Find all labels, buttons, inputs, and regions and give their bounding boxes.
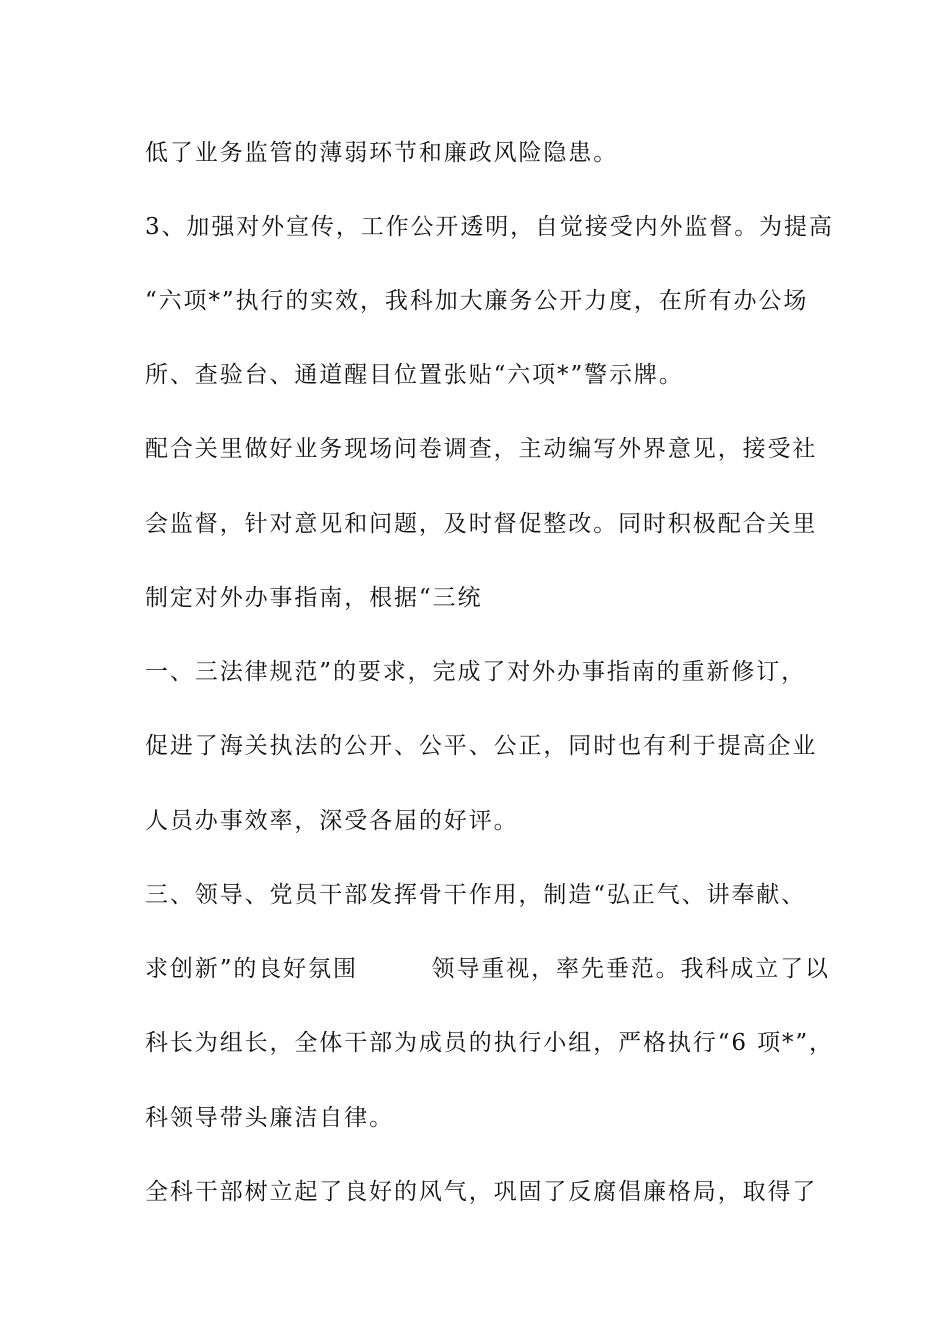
text-line: 3、加强对外宣传，工作公开透明，自觉接受内外监督。为提高 — [145, 214, 834, 240]
text-line: “六项*”执行的实效，我科加大廉务公开力度，在所有办公场 — [145, 288, 809, 314]
text-line: 会监督，针对意见和问题，及时督促整改。同时积极配合关里 — [145, 511, 818, 537]
text-line: 全科干部树立起了良好的风气，巩固了反腐倡廉格局，取得了 — [145, 1179, 818, 1205]
text-line: 科领导带头廉洁自律。 — [145, 1105, 394, 1131]
text-line: 科长为组长，全体干部为成员的执行小组，严格执行“6 项*”， — [145, 1030, 834, 1056]
text-line: 促进了海关执法的公开、公平、公正，同时也有利于提高企业 — [145, 733, 818, 759]
text-line: 求创新”的良好氛围 领导重视，率先垂范。我科成立了以 — [145, 956, 830, 982]
text-line: 制定对外办事指南，根据“三统 — [145, 585, 483, 611]
text-line: 配合关里做好业务现场问卷调查，主动编写外界意见，接受社 — [145, 436, 818, 462]
text-line: 一、三法律规范”的要求，完成了对外办事指南的重新修订， — [145, 659, 807, 685]
text-line: 三、领导、党员干部发挥骨干作用，制造“弘正气、讲奉献、 — [145, 882, 807, 908]
text-line: 低了业务监管的薄弱环节和廉政风险隐患。 — [145, 140, 619, 166]
text-line: 人员办事效率，深受各届的好评。 — [145, 808, 519, 834]
text-line: 所、查验台、通道醒目位置张贴“六项*”警示牌。 — [145, 362, 684, 388]
